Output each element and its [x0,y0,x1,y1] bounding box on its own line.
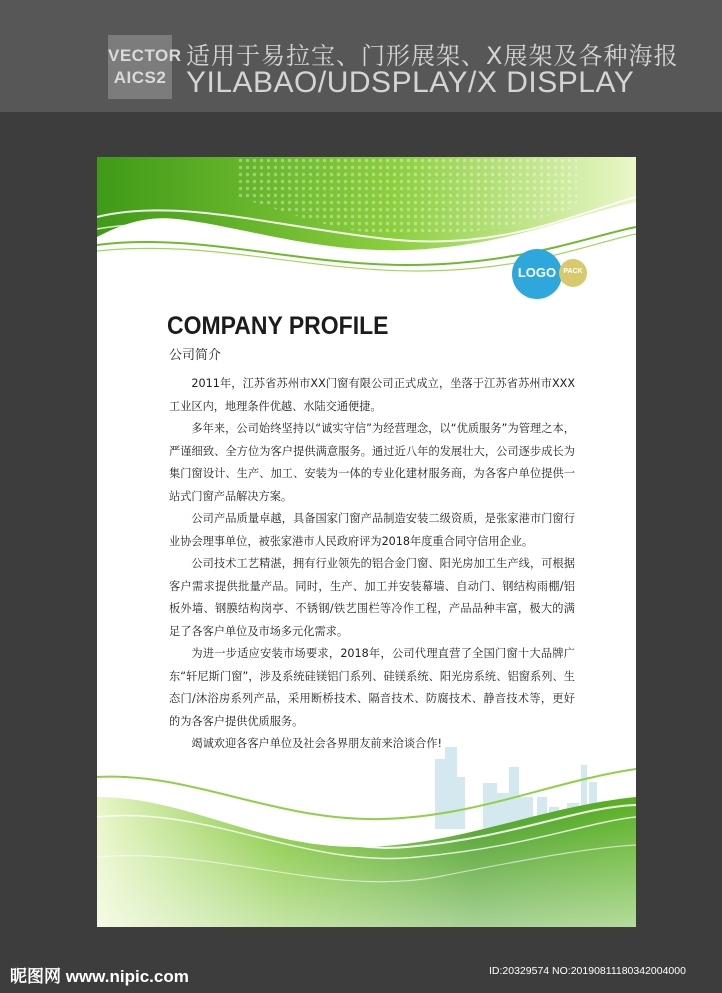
badge-line-1: VECTOR [108,46,182,65]
poster [97,157,636,927]
logo-pack-text: PACK [563,268,583,275]
top-banner [0,0,722,112]
paragraph: 多年来，公司始终坚持以“诚实守信”为经营理念，以“优质服务”为管理之本，严谨细致、全方位为客户提供满意服务。通过近八年的发展壮大，公司逐步成长为集门窗设计、生产、加工、安装为一体的专业化建材服务商，为各客户单位提供一站式门窗产品解决方案。 [169,422,575,503]
watermark-site: 昵图网 www.nipic.com [10,967,189,986]
logo-pack-badge [559,259,587,287]
banner-title-en: YILABAO/UDSPLAY/X DISPLAY [186,66,635,99]
banner-title-cn: 适用于易拉宝、门形展架、X展架及各种海报 [186,42,679,70]
paragraph: 2011年，江苏省苏州市XX门窗有限公司正式成立，坐落于江苏省苏州市XXX工业区内，地理条件优越、水陆交通便捷。 [169,377,575,413]
vector-badge [108,35,182,99]
paragraph: 为进一步适应安装市场要求，2018年，公司代理直营了全国门窗十大品牌广东“轩尼斯门窗”，涉及系统硅镁铝门系列、硅镁系统、阳光房系统、铝窗系列、生态门/沐浴房系列产品，采用断桥技术、隔音技术、防腐技术、静音技术等，更好的为各客户提供优质服务。 [169,647,575,728]
badge-line-2: AICS2 [113,68,167,87]
company-logo [512,249,562,299]
title-english: COMPANY PROFILE [167,312,389,340]
closing-line: 竭诚欢迎各客户单位及社会各界朋友前来洽谈合作! [191,737,443,750]
image-id: ID:20329574 NO:20190811180342004000 [489,965,686,977]
paragraph: 公司产品质量卓越，具备国家门窗产品制造安装二级资质，是张家港市门窗行业协会理事单位，被张家港市人民政府评为2018年度重合同守信用企业。 [169,512,575,548]
paragraph: 公司技术工艺精湛，拥有行业领先的铝合金门窗、阳光房加工生产线，可根据客户需求提供批量产品。同时，生产、加工并安装幕墙、自动门、钢结构雨棚/铝板外墙、钢膜结构岗亭、不锈钢/铁艺围栏等冷作工程，产品品种丰富，极大的满足了各客户单位及市场多元化需求。 [169,557,575,638]
logo-text: LOGO [517,265,557,280]
title-chinese: 公司简介 [169,348,222,363]
profile-body [169,373,575,756]
